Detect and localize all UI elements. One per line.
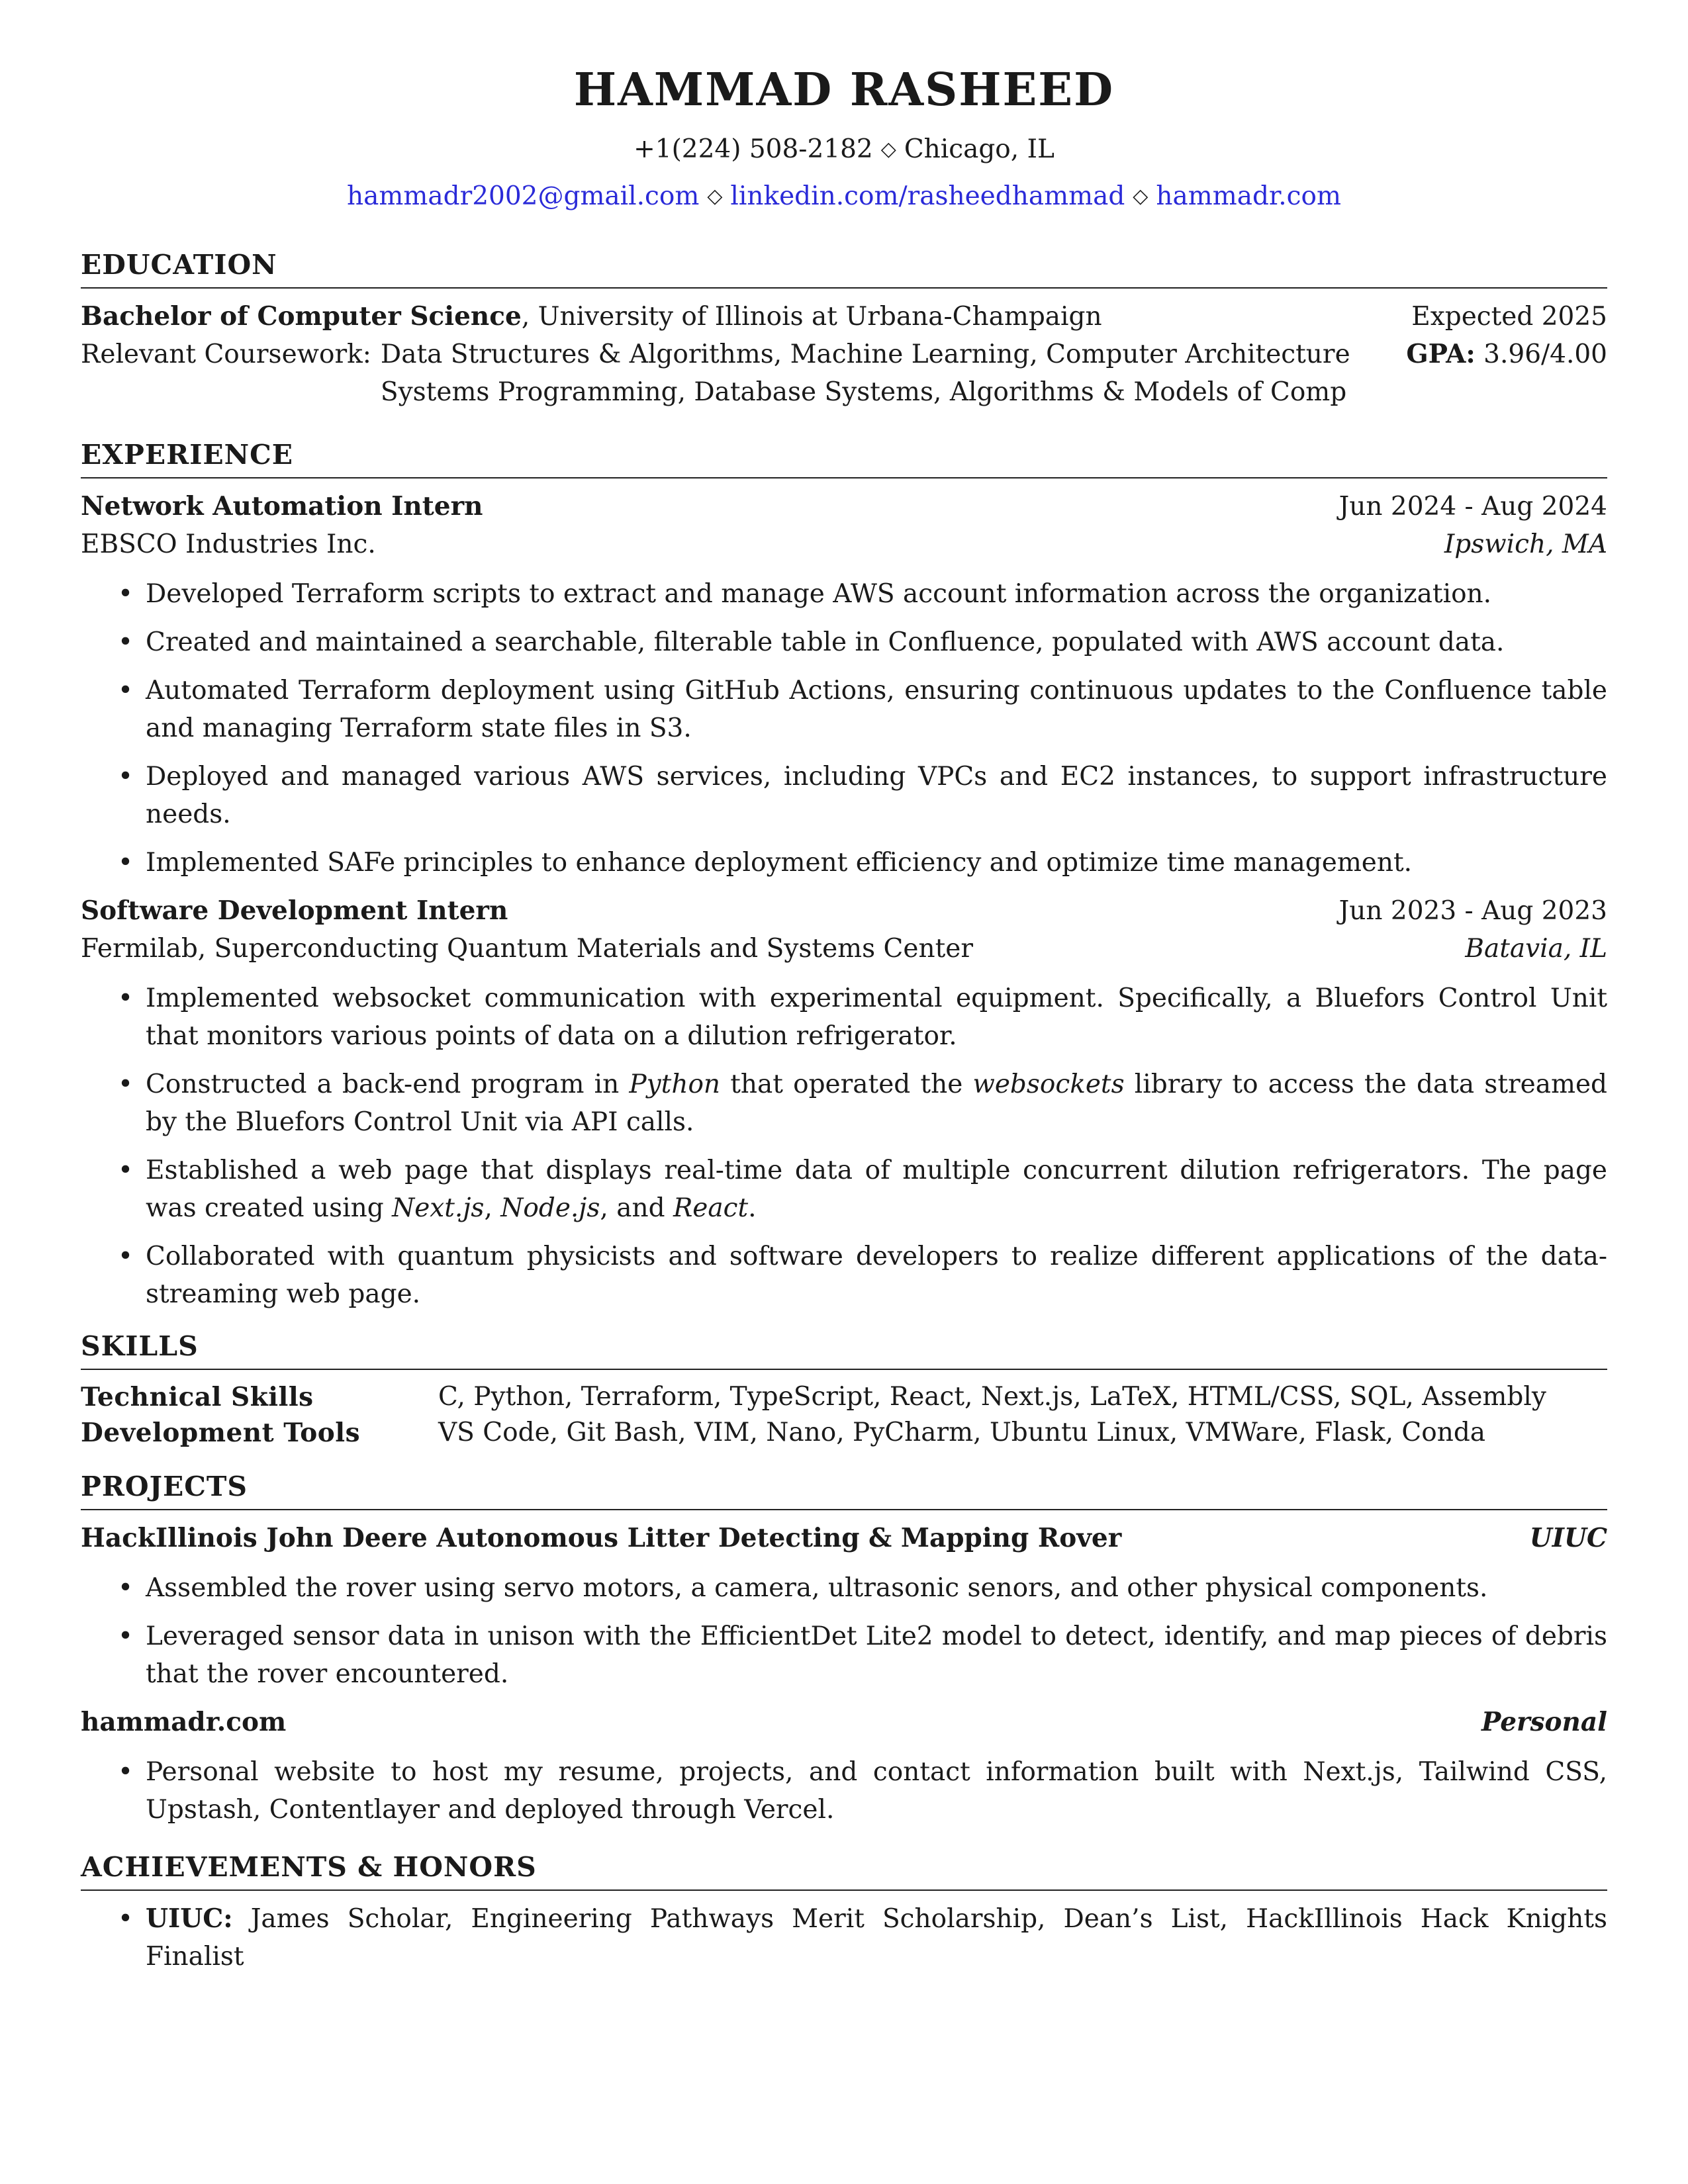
achievement-text: James Scholar, Engineering Pathways Merit Scholarship, Dean’s List, HackIllinois Hack Knights Finalist	[146, 1903, 1607, 1972]
project-header	[81, 1520, 1607, 1557]
coursework-list	[371, 336, 1350, 411]
diamond-separator-icon: ◇	[707, 184, 723, 208]
degree-name: Bachelor of Computer Science	[81, 300, 522, 332]
bullet-item: • Leveraged sensor data in unison with the EfficientDet Lite2 model to detect, identify, and map pieces of debris that the rover encountered.	[146, 1617, 1607, 1693]
job-location: Ipswich, MA	[1444, 529, 1607, 559]
section-title-projects: PROJECTS	[81, 1468, 1607, 1510]
diamond-separator-icon: ◇	[1133, 184, 1149, 208]
project-name: hammadr.com	[81, 1706, 287, 1737]
job-subheader	[81, 525, 1607, 563]
section-title-achievements: ACHIEVEMENTS & HONORS	[81, 1848, 1607, 1891]
section-title-experience: EXPERIENCE	[81, 436, 1607, 478]
website-link[interactable]: hammadr.com	[1156, 181, 1341, 211]
bullet-text: Constructed a back-end program in	[146, 1069, 630, 1099]
job-subheader	[81, 930, 1607, 968]
job-entry	[81, 488, 1607, 882]
graduation-date: Expected 2025	[1411, 301, 1607, 332]
job-company: EBSCO Industries Inc.	[81, 529, 376, 559]
project-bullets	[81, 1753, 1607, 1829]
project-name: HackIllinois John Deere Autonomous Litter Detecting & Mapping Rover	[81, 1522, 1122, 1553]
coursework-label: Relevant Coursework:	[81, 339, 371, 369]
job-entry	[81, 892, 1607, 1313]
bullet-emphasis: Node.js	[500, 1193, 600, 1223]
job-role: Software Development Intern	[81, 895, 508, 926]
project-tag: UIUC	[1529, 1522, 1607, 1553]
job-location: Batavia, IL	[1465, 933, 1607, 964]
job-bullets	[81, 575, 1607, 882]
achievement-bullets	[81, 1900, 1607, 1976]
bullet-item: • Personal website to host my resume, projects, and contact information built with Next.js, Tailwind CSS, Upstash, Contentlayer and deployed through Vercel.	[146, 1753, 1607, 1829]
education-section	[81, 246, 1607, 411]
diamond-separator-icon: ◇	[880, 137, 896, 161]
section-title-skills: SKILLS	[81, 1328, 1607, 1370]
bullet-item: • Collaborated with quantum physicists and software developers to realize different applications of the data-streaming web page.	[146, 1238, 1607, 1313]
coursework-line: Data Structures & Algorithms, Machine Learning, Computer Architecture	[380, 339, 1350, 369]
job-dates: Jun 2023 - Aug 2023	[1338, 895, 1607, 926]
bullet-item	[146, 1152, 1607, 1227]
bullet-emphasis: React	[673, 1193, 749, 1223]
bullet-emphasis: websockets	[972, 1069, 1125, 1099]
gpa	[1406, 336, 1607, 373]
resume-name: HAMMAD RASHEED	[573, 64, 1115, 116]
bullet-text: , and	[600, 1193, 673, 1223]
bullet-item: • Developed Terraform scripts to extract and manage AWS account information across the organization.	[146, 575, 1607, 613]
project-header	[81, 1704, 1607, 1741]
coursework-row	[81, 336, 1607, 411]
bullet-item: • Created and maintained a searchable, filterable table in Confluence, populated with AWS account data.	[146, 623, 1607, 661]
location: Chicago, IL	[904, 134, 1055, 164]
bullet-text: .	[748, 1193, 757, 1223]
bullet-emphasis: Next.js	[392, 1193, 485, 1223]
bullet-text: ,	[484, 1193, 501, 1223]
skill-value: VS Code, Git Bash, VIM, Nano, PyCharm, Ubuntu Linux, VMWare, Flask, Conda	[438, 1417, 1486, 1447]
bullet-item: • Automated Terraform deployment using GitHub Actions, ensuring continuous updates to the Confluence table and managing Terraform state files in S3.	[146, 672, 1607, 747]
resume-page	[81, 64, 1607, 1986]
bullet-text: library to access the data streamed by the Bluefors Control Unit via API calls.	[146, 1069, 1607, 1137]
project-entry	[81, 1704, 1607, 1829]
email-link[interactable]: hammadr2002@gmail.com	[347, 181, 700, 211]
bullet-item	[146, 1900, 1607, 1976]
bullet-item: • Implemented SAFe principles to enhance deployment efficiency and optimize time management.	[146, 844, 1607, 882]
job-role: Network Automation Intern	[81, 490, 483, 522]
project-bullets	[81, 1569, 1607, 1693]
skill-value: C, Python, Terraform, TypeScript, React, Next.js, LaTeX, HTML/CSS, SQL, Assembly	[438, 1381, 1546, 1412]
achievements-section	[81, 1848, 1607, 1976]
linkedin-link[interactable]: linkedin.com/rasheedhammad	[730, 181, 1125, 211]
achievement-label: UIUC:	[146, 1903, 233, 1934]
bullet-text: Established a web page that displays real-time data of multiple concurrent dilution refrigerators. The page was created using	[146, 1155, 1607, 1223]
skills-section	[81, 1328, 1607, 1451]
contact-line-2	[81, 174, 1607, 221]
bullet-item: • Implemented websocket communication with experimental equipment. Specifically, a Bluefors Control Unit that monitors various points of data on a dilution refrigerator.	[146, 979, 1607, 1055]
projects-section	[81, 1468, 1607, 1829]
degree-line	[81, 298, 1102, 336]
bullet-emphasis: Python	[629, 1069, 721, 1099]
job-header	[81, 892, 1607, 930]
experience-section	[81, 436, 1607, 1313]
bullet-text: that operated the	[720, 1069, 973, 1099]
job-header	[81, 488, 1607, 525]
project-tag: Personal	[1481, 1706, 1607, 1737]
gpa-label: GPA:	[1406, 338, 1476, 369]
coursework	[81, 336, 1350, 411]
job-company: Fermilab, Superconducting Quantum Materials and Systems Center	[81, 933, 973, 964]
skills-table	[81, 1379, 1607, 1451]
job-dates: Jun 2024 - Aug 2024	[1338, 491, 1607, 522]
bullet-item	[146, 1066, 1607, 1141]
skill-label: Development Tools	[81, 1417, 361, 1448]
coursework-line: Systems Programming, Database Systems, Algorithms & Models of Comp	[380, 377, 1347, 407]
contact-line-1	[81, 127, 1607, 174]
project-entry	[81, 1520, 1607, 1693]
education-degree-row	[81, 298, 1607, 336]
skill-label: Technical Skills	[81, 1381, 314, 1412]
bullet-item: • Deployed and managed various AWS services, including VPCs and EC2 instances, to support infrastructure needs.	[146, 758, 1607, 833]
job-bullets	[81, 979, 1607, 1313]
school-name: , University of Illinois at Urbana-Champaign	[521, 301, 1102, 332]
bullet-item: • Assembled the rover using servo motors, a camera, ultrasonic senors, and other physical components.	[146, 1569, 1607, 1607]
phone-number: +1(224) 508-2182	[633, 134, 873, 164]
section-title-education: EDUCATION	[81, 246, 1607, 289]
gpa-value: 3.96/4.00	[1475, 339, 1607, 369]
